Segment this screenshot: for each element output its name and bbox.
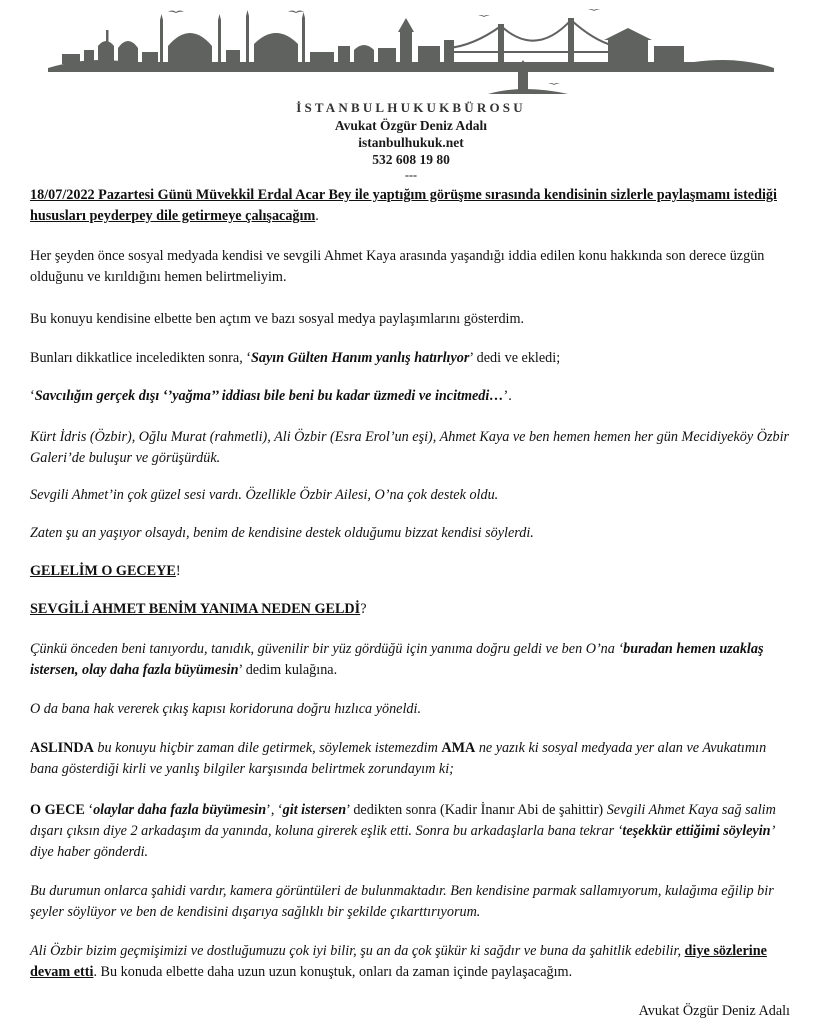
p10-ama: AMA bbox=[441, 740, 476, 756]
p10-aslinda: ASLINDA bbox=[30, 740, 94, 756]
paragraph-8 bbox=[30, 639, 790, 681]
signature: Avukat Özgür Deniz Adalı bbox=[638, 1003, 790, 1019]
p3-lead: Bunları dikkatlice inceledikten sonra, ‘ bbox=[30, 350, 252, 366]
paragraph-2: Bu konuyu kendisine elbette ben açtım ve bazı sosyal medya paylaşımlarını gösterdim. bbox=[30, 311, 525, 327]
p8-lead: Çünkü önceden beni tanıyordu, tanıdık, güvenilir bir yüz gördüğü için yanıma doğru geldi ve ben O’na ‘ bbox=[30, 641, 624, 657]
lawyer-name: Avukat Özgür Deniz Adalı bbox=[334, 118, 488, 133]
p10-tail: ne yazık ki sosyal medyada yer alan ve Avukatımın bana gösterdiği kirli ve yanlış bilgiler karşısında belirtmek zorundayım ki; bbox=[30, 740, 767, 777]
heading-2-end: ? bbox=[360, 601, 367, 617]
paragraph-12: Bu durumun onlarca şahidi vardır, kamera görüntüleri de bulunmaktadır. Ben kendisine parmak sallamıyorum, kulağıma eğilip bir şeyler söylüyor ve ben de kendisini dışarıya sağlıklı bir şekilde çıkarttırıyorum. bbox=[30, 883, 774, 920]
intro-text: 18/07/2022 Pazartesi Günü Müvekkil Erdal Acar Bey ile yaptığım görüşme sırasında kendisinin sizlerle paylaşmamı istediği hususları peyderpey dile getirmeye çalışacağım bbox=[30, 187, 777, 224]
p11-witness: (Kadir İnanır Abi de şahittir) bbox=[436, 802, 607, 818]
p10-middle: bu konuyu hiçbir zaman dile getirmek, söylemek istemezdim bbox=[93, 740, 442, 756]
heading-1-text: GELELİM O GECEYE bbox=[30, 563, 176, 579]
intro-end: . bbox=[315, 208, 319, 224]
p13-tail: . Bu konuda elbette daha uzun uzun konuştuk, onları da zaman içinde paylaşacağım. bbox=[93, 964, 573, 980]
heading-2-text: SEVGİLİ AHMET BENİM YANIMA NEDEN GELDİ bbox=[30, 601, 361, 617]
heading-1 bbox=[30, 561, 181, 582]
firm-name: İSTANBULHUKUKBÜROSU bbox=[296, 100, 526, 115]
paragraph-9: O da bana hak vererek çıkış kapısı koridoruna doğru hızlıca yöneldi. bbox=[30, 701, 422, 717]
paragraph-1: Her şeyden önce sosyal medyada kendisi ve sevgili Ahmet Kaya arasında yaşandığı iddia edilen konu hakkında son derece üzgün olduğunu ve kırıldığını hemen belirtmeliyim. bbox=[30, 248, 765, 285]
intro-paragraph bbox=[30, 185, 790, 227]
p8-quote: buradan hemen uzaklaş istersen, olay daha fazla büyümesin bbox=[30, 641, 764, 678]
heading-1-end: ! bbox=[175, 563, 181, 579]
p8-tail: ’ dedim kulağına. bbox=[238, 662, 338, 678]
website-text: istanbulhukuk.net bbox=[358, 135, 464, 150]
p13-lead: Ali Özbir bizim geçmişimizi ve dostluğumuzu çok iyi bilir, şu an da çok şükür ki sağdır ve buna da şahitlik edebilir, bbox=[30, 943, 681, 959]
paragraph-7: Zaten şu an yaşıyor olsaydı, benim de kendisine destek olduğumu bizzat kendisi söylerdi. bbox=[30, 525, 534, 541]
p11-quote-3: teşekkür ettiğimi söyleyin bbox=[622, 823, 771, 839]
p4-lead: ‘ bbox=[30, 388, 35, 404]
p4-quote: Savcılığın gerçek dışı ‘’yağma’’ iddiası bile beni bu kadar üzmedi ve incitmedi… bbox=[34, 388, 504, 404]
paragraph-6: Sevgili Ahmet’in çok güzel sesi vardı. Özellikle Özbir Ailesi, O’na çok destek oldu. bbox=[30, 487, 499, 503]
p11-q2: ’, ‘ bbox=[266, 802, 283, 818]
p13-emphasis: diye sözlerine devam etti bbox=[30, 943, 767, 980]
paragraph-10 bbox=[30, 738, 790, 780]
paragraph-13 bbox=[30, 941, 790, 983]
p11-story: Sevgili Ahmet Kaya sağ salim dışarı çıksın diye 2 arkadaşım da yanında, koluna girerek eşlik etti. Sonra bu arkadaşlarla bana tekrar ‘ bbox=[30, 802, 776, 839]
paragraph-11 bbox=[30, 800, 790, 863]
p11-o-gece: O GECE bbox=[30, 802, 85, 818]
paragraph-4 bbox=[30, 386, 512, 407]
phone-number: 532 608 19 80 bbox=[372, 152, 450, 167]
p3-quote: Sayın Gülten Hanım yanlış hatırlıyor bbox=[251, 350, 470, 366]
p11-q1: ‘ bbox=[84, 802, 94, 818]
header-separator: --- bbox=[405, 168, 417, 182]
p11-after: ’ dedikten sonra bbox=[346, 802, 437, 818]
p4-tail: ’. bbox=[503, 388, 512, 404]
p11-quote-2: git istersen bbox=[282, 802, 347, 818]
istanbul-skyline-icon bbox=[48, 6, 774, 102]
p3-tail: ’ dedi ve ekledi; bbox=[469, 350, 561, 366]
heading-2 bbox=[30, 599, 367, 620]
paragraph-5: Kürt İdris (Özbir), Oğlu Murat (rahmetli), Ali Özbir (Esra Erol’un eşi), Ahmet Kaya ve ben hemen hemen her gün Mecidiyeköy Özbir Galeri’de buluşur ve görüşürdük. bbox=[30, 429, 790, 466]
paragraph-3 bbox=[30, 348, 560, 369]
p11-quote-1: olaylar daha fazla büyümesin bbox=[93, 802, 267, 818]
p11-tail: ’ diye haber gönderdi. bbox=[30, 823, 774, 860]
